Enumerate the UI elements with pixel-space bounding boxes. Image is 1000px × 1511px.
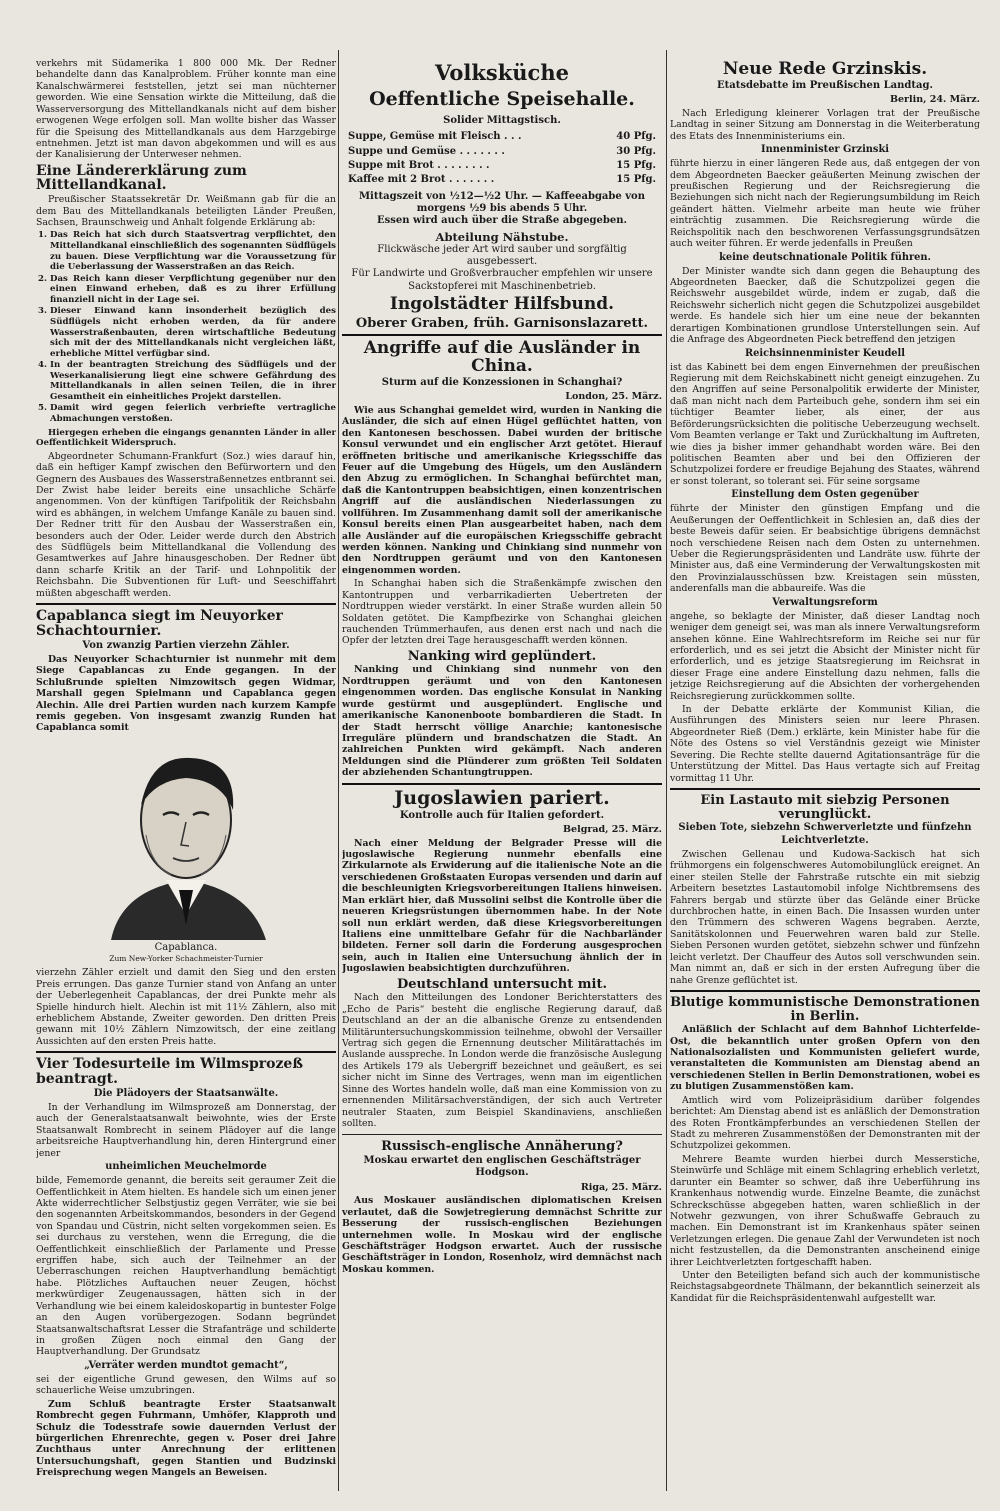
divider xyxy=(670,990,980,992)
section-subhead: Einstellung dem Osten gegenüber xyxy=(731,489,919,501)
article-paragraph: In der Verhandlung im Wilmsprozeß am Donnerstag, der auch der Generalstaatsanwalt beiwohnte, wies der Erste Staatsanwalt Rombrecht in seinem Plädoyer auf die lange arbeitsreiche Hauptverhandlung hin, deren Hintergrund einer jener xyxy=(36,1101,336,1159)
article-paragraph: bilde, Fememorde genannt, die bereits seit geraumer Zeit die Oeffentlichkeit in Atem hielten. Es handele sich um einen jener Akte widerrechtlicher Selbstjustiz gegen Verräter, wie sie bei den sogenannten Arbeitskommandos, besonders in der Gegend von Spandau und Cüstrin, nicht selten vorgekommen seien. Es sei durchaus zu verstehen, wenn die Erregung, die die Oeffentlichkeit einschließlich der Parlamente und Presse ergriffen habe, sich auch der Teilnehmer an der Ueberraschungen reichen Hauptverhandlung bemächtigt habe. Plötzliches Auftauchen neuer Zeugen, höchst merkwürdiger Zeugenaussagen, hätten sich in der Verhandlung wie bei einem kaleidoskopartig in buntester Folge an den Augen vorübergezogen. Sodann begründet Staatsanwaltschaftsrat Lesser die Strafanträge und schilderte in großen Zügen noch einmal den Gang der Hauptverhandlung. Der Grundsatz xyxy=(36,1175,336,1358)
article-paragraph: Hiergegen erheben die eingangs genannten Länder in aller Oeffentlichkeit Widerspruch. xyxy=(36,427,336,449)
article-paragraph: führte der Minister den günstigen Empfang und die Aeußerungen der Oeffentlichkeit in Schlesien an, daß dies der beste Beweis dafür seien. Er beabsichtige übrigens demnächst noch verschiedene Reisen nach dem Osten zu unternehmen. Ueber die Regierungspräsidenten und Landräte usw. führte der Minister aus, daß eine Verminderung der Verwaltungskosten mit den Provinzialausschüssen bzw. Kreistagen sein müssten, anderenfalls man die abbaureife. Was die xyxy=(670,503,980,595)
headline-deutschland: Deutschland untersucht mit. xyxy=(396,976,608,992)
article-paragraph: führte hierzu in einer längeren Rede aus, daß entgegen der von dem Abgeordneten Baecker geäußerten Meinung zwischen der preußischen Regierung und der Reichsregierung die Beziehungen sich nicht nach der Regierungsumbildung im Reich geändert hätten. Vielmehr arbeite man heute wie früher einträchtig zusammen. Die Reichsregierung würde die Reichspolitik nach den beschworenen Verfassungsgrundsätzen auch weiter führen. Er werde jedenfalls in Preußen xyxy=(670,158,980,250)
headline-demonstrationen: Blutige kommunistische Demonstrationen in Berlin. xyxy=(670,994,980,1024)
section-subhead: unheimlichen Meuchelmorde xyxy=(105,1161,267,1173)
divider xyxy=(670,788,980,790)
ad-flickwaesche: Flickwäsche jeder Art wird sauber und sorgfältig ausgebessert. xyxy=(377,243,627,267)
article-paragraph: Nanking und Chinkiang sind nunmehr von den Nordtruppen geräumt und von den Kantonesen eingenommen worden. Das englische Konsulat in Nanking wurde gestürmt und ausgeplündert. Englische und amerikanische Kanonenboote bombardieren die Stadt. In der Stadt herrscht völlige Anarchie; kantonesische Irreguläre plündern und brandschatzen die Stadt. An zahlreichen Punkten wird gekämpft. Nach anderen Meldungen sind die Plünderer zum größten Teil Soldaten der abziehenden Schantungtruppen. xyxy=(342,664,662,779)
article-paragraph: In Schanghai haben sich die Straßenkämpfe zwischen den Kantontruppen und verbarrikadierten Uebertreten der Nordtruppen wieder verstärkt. In einer Straße wurden allein 50 Soldaten getötet. Die Kampfbezirke von Schanghai gleichen rauchenden Trümmerhaufen, aus denen erst nach und nach die Opfer der letzten drei Tage herausgeschafft werden können. xyxy=(342,578,662,647)
ad-sackstopferei: Für Landwirte und Großverbraucher empfehlen wir unsere Sackstopferei mit Maschinenbetrieb. xyxy=(351,268,653,292)
column-rule-1 xyxy=(338,50,339,1491)
article-paragraph: Wie aus Schanghai gemeldet wird, wurden in Nanking die Ausländer, die sich auf einen Hügel geflüchtet hatten, von den Kantonesen beschossen. Dabei wurden der britische Konsul verwundet und ein englischer Arzt getötet. Hierauf eröffneten britische und amerikanische Kriegsschiffe das Feuer auf die Umgebung des Hügels, um den Ausländern den Abzug zu ermöglichen. In Schanghai befürchtet man, daß die Kantontruppen beabsichtigen, einen konzentrischen Angriff auf die ausländischen Niederlassungen zu vollführen. Im Zusammenhang damit soll der amerikanische Konsul bereits einen Plan ausgearbeitet haben, nach dem alle Ausländer auf die europäischen Kriegsschiffe gebracht werden können. Nanking und Chinkiang sind nunmehr von den Nordtruppen geräumt und von den Kantonesen eingenommen worden. xyxy=(342,404,662,576)
headline-russisch-englisch: Russisch-englische Annäherung? xyxy=(381,1139,623,1155)
article-paragraph: Nach einer Meldung der Belgrader Presse will die jugoslawische Regierung nunmehr ebenfalls eine Zirkularnote als Erwiderung auf die italienische Note an die verschiedenen Großstaaten Europas versenden und darin auf die beschleunigten Kriegsvorbereitungen Italiens hinweisen. Man erklärt hier, daß Mussolini selbst die Kontrolle über die neueren Kriegsrüstungen übernommen habe. In der Note soll nun erklärt werden, daß diese Kriegsvorbereitungen Italiens eine unmittelbare Gefahr für die Nachbarländer bildeten. Ferner soll darin die Forderung ausgesprochen sein, auch in Italien eine Untersuchung ähnlich der in Jugoslawien beabsichtigten durchzuführen. xyxy=(342,837,662,975)
column-rule-2 xyxy=(666,50,667,1491)
divider xyxy=(342,334,662,336)
article-paragraph: ist das Kabinett bei dem engen Einvernehmen der preußischen Regierung mit dem Reichskabinett nicht geneigt einzugehen. Zu den Angriffen auf seine Personalpolitik erwiderte der Minister, daß man nicht nach dem Parteibuch gehe, sondern ihm sei ein tüchtiger Beamter lieber, als einer, der aus Beförderungsrücksichten die politische Ueberzeugung wechselt. Vom Beamten verlange er Takt und Zurückhaltung im Auftreten, wie dies ja bisher immer gehandhabt worden wäre. Bei den politischen Beamten aber und bei den Offizieren der Schutzpolizei fordere er freudige Bejahung des Staates, während er sonst tolerant, so tolerant sei. Für seine sorgsame xyxy=(670,361,980,487)
column-1 xyxy=(36,58,336,1491)
list-item: 4. In der beantragten Streichung des Südflügels und der Weserkanalisierung liegt eine schwere Gefährdung des Mittellandkanals in allen seinen Teilen, die in ihrer Gesamtheit ein einheitliches Projekt darstellen. xyxy=(50,360,336,402)
divider xyxy=(36,1051,336,1053)
menu-table xyxy=(342,129,662,188)
ad-address: Oberer Graben, früh. Garnisonslazarett. xyxy=(355,315,649,331)
list-item: 5. Damit wird gegen feierlich verbriefte vertragliche Abmachungen verstoßen. xyxy=(50,403,336,424)
ad-department: Abteilung Nähstube. xyxy=(435,229,569,244)
article-paragraph: Anläßlich der Schlacht auf dem Bahnhof Lichterfelde-Ost, die bekanntlich unter großen Opfern von den Nationalsozialisten und Kommunisten geliefert wurde, veranstalteten die Kommunisten am Dienstag abend an verschiedenen Stellen in Berlin Demonstrationen, wobei es zu blutigen Zusammenstößen kam. xyxy=(670,1024,980,1093)
ad-title: Volksküche xyxy=(435,60,569,85)
headline-grzinski: Neue Rede Grzinskis. xyxy=(722,59,928,79)
menu-row: Suppe mit Brot . . . . . . . . 15 Pfg. xyxy=(348,160,656,172)
article-paragraph: Nach den Mitteilungen des Londoner Berichterstatters des „Echo de Paris“ besteht die englische Regierung darauf, daß Deutschland an der an die albanische Grenze zu entsendenden Militäruntersuchungskommission teilnehme, obwohl der Versailler Vertrag sich gegen die Ernennung deutscher Militärattachés im Auslande ausspreche. In London werde die französische Auslegung des Artikels 179 als Uebergriff bezeichnet und geäußert, es sei sicher nicht im Sinne des Vertrages, wenn man im eigentlichen Sinne des Wortes handeln wolle, daß man eine Kommission von zu ernennenden Militärsachverständigen, der sich auch Vertreter neutraler Staaten, zum Beispiel Skandinaviens, anschließen sollten. xyxy=(342,992,662,1129)
subheadline: Sturm auf die Konzessionen in Schanghai? xyxy=(381,376,623,388)
column-3 xyxy=(670,58,980,1491)
subheadline: Etatsdebatte im Preußischen Landtag. xyxy=(716,79,933,91)
portrait-caption: Capablanca. xyxy=(154,941,218,953)
headline-capablanca: Capablanca siegt im Neuyorker Schachtournier. xyxy=(36,608,283,639)
article-paragraph: vierzehn Zähler erzielt und damit den Sieg und den ersten Preis errungen. Das ganze Turnier stand von Anfang an unter der Ueberlegenheit Capablancas, der drei Punkte mehr als Spielle hindurch hielt. Alechin ist mit 11½ Zählern, also mit erheblichem Abstande, Zweiter geworden. Den dritten Preis gewann mit 10½ Zählern Nimzowitsch, der eine zeitlang Aussichten auf den ersten Preis hatte. xyxy=(36,967,336,1047)
article-paragraph: sei der eigentliche Grund gewesen, den Wilms auf so schauerliche Weise umzubringen. xyxy=(36,1373,336,1397)
headline-nanking: Nanking wird geplündert. xyxy=(407,648,597,664)
divider xyxy=(342,1134,662,1135)
ad-street: Essen wird auch über die Straße abgegeben. xyxy=(376,215,628,227)
menu-row: Suppe und Gemüse . . . . . . . 30 Pfg. xyxy=(348,145,656,157)
list-item: 2. Das Reich kann dieser Verpflichtung gegenüber nur den einen Einwand erheben, daß es zu ihrer Erfüllung finanziell nicht in der Lage sei. xyxy=(50,274,336,306)
article-paragraph: Preußischer Staatssekretär Dr. Weißmann gab für die an dem Bau des Mittellandkanals beteiligten Länder Preußen, Sachsen, Braunschweig und Anhalt folgende Erklärung ab: xyxy=(36,194,336,229)
list-item: 1. Das Reich hat sich durch Staatsvertrag verpflichtet, den Mittellandkanal einschließlich des sogenannten Südflügels zu bauen. Diese Verpflichtung war die Voraussetzung für die Ueberlassung der Wasserstraßen an das Reich. xyxy=(50,230,336,272)
section-subhead: Verwaltungsreform xyxy=(772,596,878,608)
subheadline: Sieben Tote, siebzehn Schwerverletzte und fünfzehn Leichtverletzte. xyxy=(678,822,972,846)
volkskueche-advertisement xyxy=(342,60,662,330)
section-subhead: Innenminister Grzinski xyxy=(761,144,889,156)
divider xyxy=(342,783,662,785)
article-paragraph: Zwischen Gellenau und Kudowa-Sackisch hat sich frühmorgens ein folgenschweres Automobilunglück ereignet. An einer steilen Stelle der Fahrstraße rutschte ein mit siebzig Arbeitern besetztes Lastautomobil infolge Nichtbremsens des Fahrers bergab und stürzte über das Gelände einer Brücke durchbrochen hatte, in einen Bach. Die Insassen wurden unter den Trümmern des schweren Wagens begraben. Aerzte, Sanitätskolonnen und Feuerwehren waren bald zur Stelle. Sieben Personen wurden getötet, siebzehn schwer und fünfzehn leicht verletzt. Der Chauffeur des Autos soll verschwunden sein. Man nimmt an, daß er sich in der ersten Aufregung über die nahe Grenze geflüchtet ist. xyxy=(670,848,980,986)
capablanca-portrait-image xyxy=(71,740,301,940)
headline-mittellandkanal: Eine Ländererklärung zum Mittellandkanal. xyxy=(36,162,247,194)
subheadline: Moskau erwartet den englischen Geschäftsträger Hodgson. xyxy=(363,1154,641,1179)
column-2 xyxy=(342,58,662,1491)
declaration-list xyxy=(36,230,336,424)
subheadline: Die Plädoyers der Staatsanwälte. xyxy=(93,1087,279,1099)
subheadline: Von zwanzig Partien vierzehn Zähler. xyxy=(82,639,290,651)
divider xyxy=(36,603,336,605)
article-paragraph: Abgeordneter Schumann-Frankfurt (Soz.) wies darauf hin, daß ein heftiger Kampf zwischen den Befürwortern und den Gegnern des Ausbaues des Wasserstraßennetzes entbrannt sei. Der Zwist habe leider bereits eine unsachliche Schärfe angenommen. Von der künftigen Tarifpolitik der Reichsbahn wird es abhängen, in welchem Umfange Kanäle zu bauen sind. Der Redner tritt für den Ausbau der Wasserstraßen ein, besonders auch der Oder. Leider werde durch den Abstrich des Südflügels beim Mittellandkanal die Vollendung des Gesamtwerkes auf Jahre hinausgeschoben. Der Redner übt dann scharfe Kritik an der Tarif- und Lohnpolitik der Reichsbahn. Die Subventionen für Luft- und Seeschiffahrt müßten abgeschafft werden. xyxy=(36,450,336,599)
article-paragraph: Das Neuyorker Schachturnier ist nunmehr mit dem Siege Capablancas zu Ende gegangen. In der Schlußrunde spielten Nimzowitsch gegen Widmar, Marshall gegen Spielmann und Capablanca gegen Alechin. Alle drei Partien wurden nach kurzem Kampfe remis gegeben. Von insgesamt zwanzig Runden hat Capablanca somit xyxy=(36,653,336,734)
menu-row: Suppe, Gemüse mit Fleisch . . . 40 Pfg. xyxy=(348,131,656,143)
article-paragraph: Nach Erledigung kleinerer Vorlagen trat der Preußische Landtag in seiner Sitzung am Donnerstag in die Weiterberatung des Etats des Innenministeriums ein. xyxy=(670,107,980,142)
headline-lastauto: Ein Lastauto mit siebzig Personen verunglückt. xyxy=(700,792,950,822)
article-paragraph: Unter den Beteiligten befand sich auch der kommunistische Reichstagsabgeordnete Thälmann, der bekanntlich seinerzeit als Kandidat für die Reichspräsidentenwahl aufgestellt war. xyxy=(670,1270,980,1304)
article-paragraph: Der Minister wandte sich dann gegen die Behauptung des Abgeordneten Baecker, daß die Schutzpolizei gegen die Reichswehr ausgebildet würde, indem er zugab, daß die Reichswehr sicherlich nicht gegen die Schutzpolizei ausgebildet werde. Es handele sich hier um eine neue der bekannten derartigen Kombinationen grundlose Unterstellungen sein. Auf die Anfrage des Abgeordneten Pieck betreffend den jetzigen xyxy=(670,265,980,346)
ad-organization: Ingolstädter Hilfsbund. xyxy=(389,293,615,314)
menu-row: Kaffee mit 2 Brot . . . . . . . 15 Pfg. xyxy=(348,174,656,186)
section-subhead: keine deutschnationale Politik führen. xyxy=(719,251,931,263)
section-subhead: „Verräter werden mundtot gemacht“, xyxy=(84,1359,288,1371)
ad-title-2: Oeffentliche Speisehalle. xyxy=(369,87,635,110)
headline-jugoslawien: Jugoslawien pariert. xyxy=(394,786,610,809)
portrait-caption-sub: Zum New-Yorker Schachmeister-Turnier xyxy=(109,954,263,964)
intro-paragraph: verkehrs mit Südamerika 1 800 000 Mk. Der Redner behandelte dann das Kanalproblem. Früher konnte man eine Kanalschwärmerei feststellen, jetzt sei man nüchterner geworden. Wie eine Sensation wirkte die Mitteilung, daß die Wasserversorgung des Mittellandkanals nicht auf dem bisher erwogenen Wege erfolgen soll. Man wollte bisher das Wasser für die Speisung des Mittellandkanals aus dem Harzgebirge entnehmen. Jetzt ist man davon abgekommen und will es aus der Kanalisierung der Unterweser nehmen. xyxy=(36,58,336,161)
ad-subtitle: Solider Mittagstisch. xyxy=(443,115,561,127)
list-item: 3. Dieser Einwand kann insonderheit bezüglich des Südflügels nicht erhoben werden, da für andere Wasserstraßenbauten, deren wirtschaftliche Bedeutung sich mit der des Mittellandkanals nicht vergleichen läßt, erhebliche Mittel verfügbar sind. xyxy=(50,306,336,359)
dateline: Belgrad, 25. März. xyxy=(563,823,662,835)
article-paragraph: Mehrere Beamte wurden hierbei durch Messerstiche, Steinwürfe und Schläge mit einem Schlagring erheblich verletzt, darunter ein Beamter so schwer, daß ihre Ueberführung ins Krankenhaus notwendig wurde. Einzelne Beamte, die zunächst Schreckschüsse abgegeben hatten, waren schließlich in der Notwehr gezwungen, von ihrer Schußwaffe Gebrauch zu machen. Ein Demonstrant ist im Krankenhaus später seinen Verletzungen erlegen. Die genaue Zahl der Verwundeten ist noch nicht festzustellen, da die Demonstranten anscheinend einige ihrer Leichtverletzten fortgeschafft haben. xyxy=(670,1153,980,1268)
article-paragraph: In der Debatte erklärte der Kommunist Kilian, die Ausführungen des Ministers seien nur leere Phrasen. Abgeordneter Rieß (Dem.) erklärte, kein Minister habe für die Nöte des Ostens so viel Verständnis gezeigt wie Minister Severing. Die Rechte stellte dauernd Agitationsanträge für die Unterstützung der Mittel. Das Haus vertagte sich auf Freitag vormittag 11 Uhr. xyxy=(670,704,980,784)
headline-china: Angriffe auf die Ausländer in China. xyxy=(363,338,641,377)
dateline: Berlin, 24. März. xyxy=(889,94,980,106)
subheadline: Kontrolle auch für Italien gefordert. xyxy=(399,809,605,821)
headline-wilmsprozess: Vier Todesurteile im Wilmsprozeß beantragt. xyxy=(36,1056,303,1087)
section-subhead: Reichsinnenminister Keudell xyxy=(745,347,905,359)
dateline: London, 25. März. xyxy=(565,391,662,403)
article-paragraph: angehe, so beklagte der Minister, daß dieser Landtag noch weniger dem geneigt sei, was man als innere Verwaltungsreform ansehen könne. Eine Wahlrechtsreform im Reiche sei nur für erforderlich, und es sei jetzt die Absicht der Minister nicht für erforderlich, und es jetzige Staatsregierung im Reichsrat in dieser Frage eine andere Einstellung dazu nehmen, falls die jetzige Reichsregierung auf die Absichten der vorhergehenden Reichsregierung zurückkommen sollte. xyxy=(670,610,980,702)
ad-hours: Mittagszeit von ½12—½2 Uhr. — Kaffeeabgabe von morgens ½9 bis abends 5 Uhr. xyxy=(358,190,645,214)
article-paragraph: Zum Schluß beantragte Erster Staatsanwalt Rombrecht gegen Fuhrmann, Umhöfer, Klapproth und Schulz die Todesstrafe sowie dauernden Verlust der bürgerlichen Ehrenrechte, gegen v. Poser drei Jahre Zuchthaus unter Anrechnung der erlittenen Untersuchungshaft, gegen Stantien und Budzinski Freisprechung wegen Mangels an Beweisen. xyxy=(36,1398,336,1479)
article-paragraph: Amtlich wird vom Polizeipräsidium darüber folgendes berichtet: Am Dienstag abend ist es anläßlich der Demonstration des Roten Frontkämpferbundes an verschiedenen Stellen der Stadt zu mehreren Zusammenstößen der Demonstranten mit der Schutzpolizei gekommen. xyxy=(670,1094,980,1152)
dateline: Riga, 25. März. xyxy=(580,1181,662,1193)
article-paragraph: Aus Moskauer ausländischen diplomatischen Kreisen verlautet, daß die Sowjetregierung demnächst Schritte zur Besserung der russisch-englischen Beziehungen unternehmen wolle. In Moskau wird der englische Geschäftsträger Hodgson erwartet. Auch der russische Geschäftsträger in London, Rosenholz, wird demnächst nach Moskau kommen. xyxy=(342,1195,662,1275)
